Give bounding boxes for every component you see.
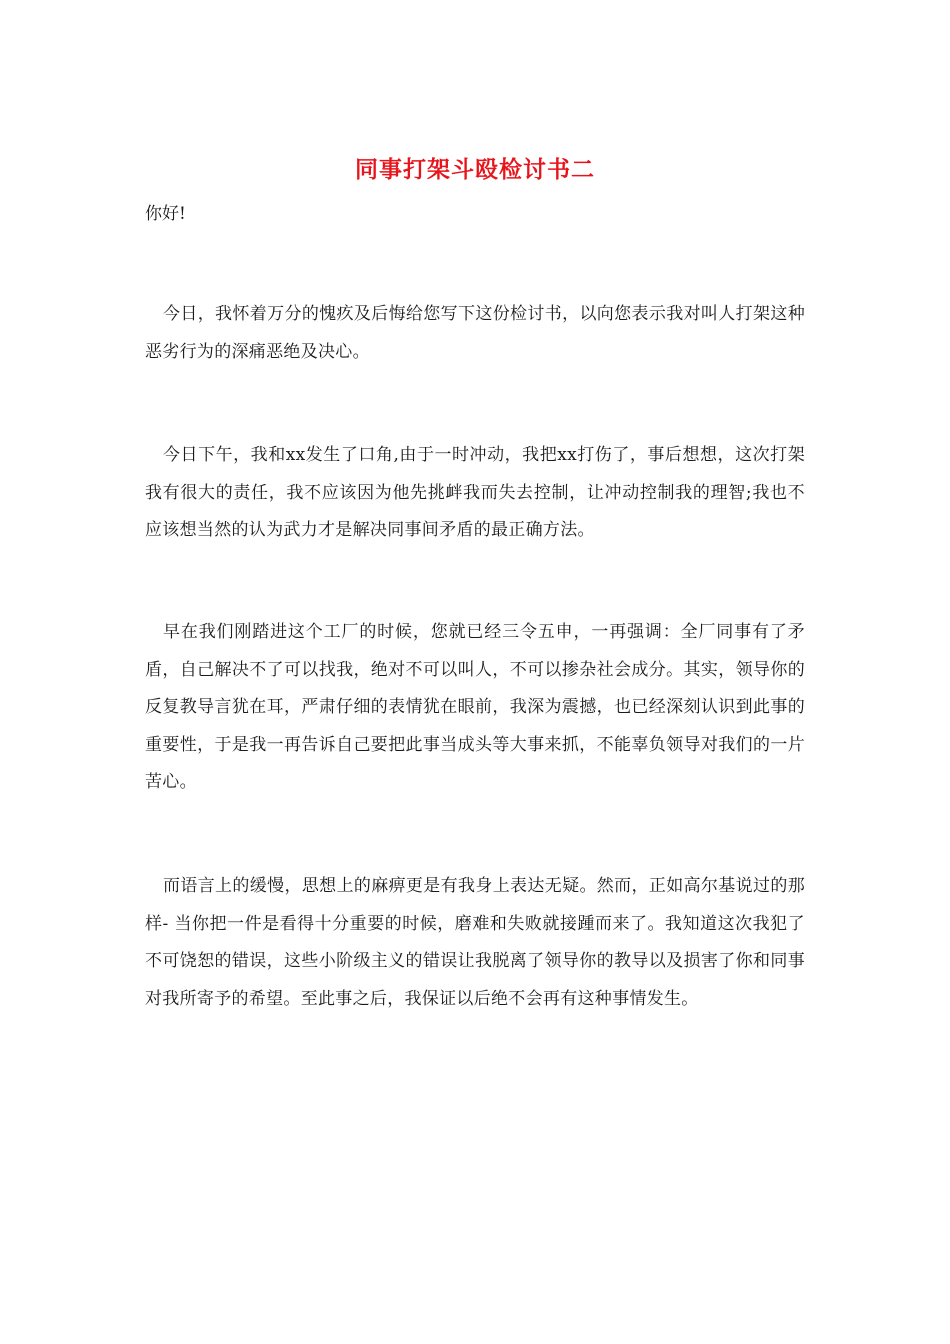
paragraph-2: 今日下午，我和xx发生了口角,由于一时冲动，我把xx打伤了，事后想想，这次打架我有很大的责任，我不应该因为他先挑衅我而失去控制，让冲动控制我的理智;我也不应该想当然的认为武力才是解决同事间矛盾的最正确方法。	[145, 445, 805, 540]
paragraph-3: 早在我们刚踏进这个工厂的时候，您就已经三令五申，一再强调：全厂同事有了矛盾，自己解决不了可以找我，绝对不可以叫人，不可以掺杂社会成分。其实，领导你的反复教导言犹在耳，严肃仔细的表情犹在眼前，我深为震撼，也已经深刻认识到此事的重要性，于是我一再告诉自己要把此事当成头等大事来抓，不能辜负领导对我们的一片苦心。	[145, 622, 805, 792]
document-title: 同事打架斗殴检讨书二	[355, 156, 595, 183]
paragraph-1: 今日，我怀着万分的愧疚及后悔给您写下这份检讨书，以向您表示我对叫人打架这种恶劣行为的深痛恶绝及决心。	[145, 304, 805, 362]
paragraph-4: 而语言上的缓慢，思想上的麻痹更是有我身上表达无疑。然而，正如高尔基说过的那样- 当你把一件是看得十分重要的时候，磨难和失败就接踵而来了。我知道这次我犯了不可饶恕的错误，这些小阶级主义的错误让我脱离了领导你的教导以及损害了你和同事对我所寄予的希望。至此事之后，我保证以后绝不会再有这种事情发生。	[145, 876, 805, 1009]
salutation: 你好!	[145, 204, 186, 224]
